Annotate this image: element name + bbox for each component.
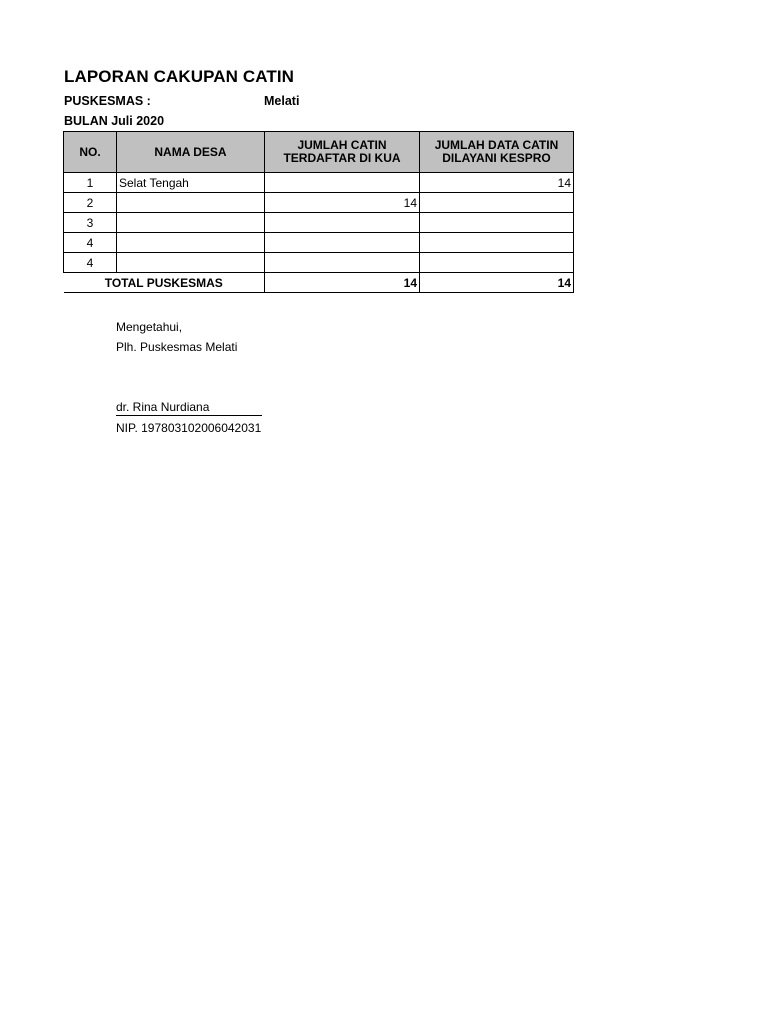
table-row <box>64 173 574 193</box>
row-nama-desa <box>117 253 265 273</box>
row-no: 4 <box>64 233 117 253</box>
table-row <box>64 253 574 273</box>
table-row <box>64 193 574 213</box>
report-title: LAPORAN CAKUPAN CATIN <box>64 67 295 86</box>
puskesmas-label: PUSKESMAS : <box>64 94 151 108</box>
signature-acknowledgement: Mengetahui, <box>116 320 183 334</box>
row-jumlah-kespro: 14 <box>420 173 574 193</box>
row-jumlah-kua <box>265 253 420 273</box>
row-jumlah-kespro <box>420 193 574 213</box>
row-jumlah-kua <box>265 173 420 193</box>
column-header-jumlah-catin-kua: JUMLAH CATIN TERDAFTAR DI KUA <box>265 132 420 173</box>
column-header-nama-desa: NAMA DESA <box>117 132 265 173</box>
row-jumlah-kespro <box>420 253 574 273</box>
row-nama-desa <box>117 233 265 253</box>
column-header-no: NO. <box>64 132 117 173</box>
row-no: 2 <box>64 193 117 213</box>
column-header-jumlah-data-kespro: JUMLAH DATA CATIN DILAYANI KESPRO <box>420 132 574 173</box>
row-nama-desa: Selat Tengah <box>117 173 265 193</box>
row-nama-desa <box>117 213 265 233</box>
total-label: TOTAL PUSKESMAS <box>64 273 265 293</box>
table-row <box>64 233 574 253</box>
row-jumlah-kua <box>265 213 420 233</box>
row-nama-desa <box>117 193 265 213</box>
bulan-label: BULAN Juli 2020 <box>64 114 165 128</box>
row-jumlah-kua: 14 <box>265 193 420 213</box>
table-row <box>64 213 574 233</box>
row-no: 3 <box>64 213 117 233</box>
puskesmas-value: Melati <box>264 94 300 108</box>
row-no: 4 <box>64 253 117 273</box>
report-table <box>63 131 574 293</box>
signature-nip: NIP. 197803102006042031 <box>116 421 262 435</box>
total-row <box>64 273 574 293</box>
row-jumlah-kespro <box>420 233 574 253</box>
signature-name: dr. Rina Nurdiana <box>116 400 262 416</box>
row-jumlah-kua <box>265 233 420 253</box>
signature-role: Plh. Puskesmas Melati <box>116 340 238 354</box>
total-jumlah-kua: 14 <box>265 273 420 293</box>
table-header-row <box>64 132 574 173</box>
row-jumlah-kespro <box>420 213 574 233</box>
row-no: 1 <box>64 173 117 193</box>
total-jumlah-kespro: 14 <box>420 273 574 293</box>
